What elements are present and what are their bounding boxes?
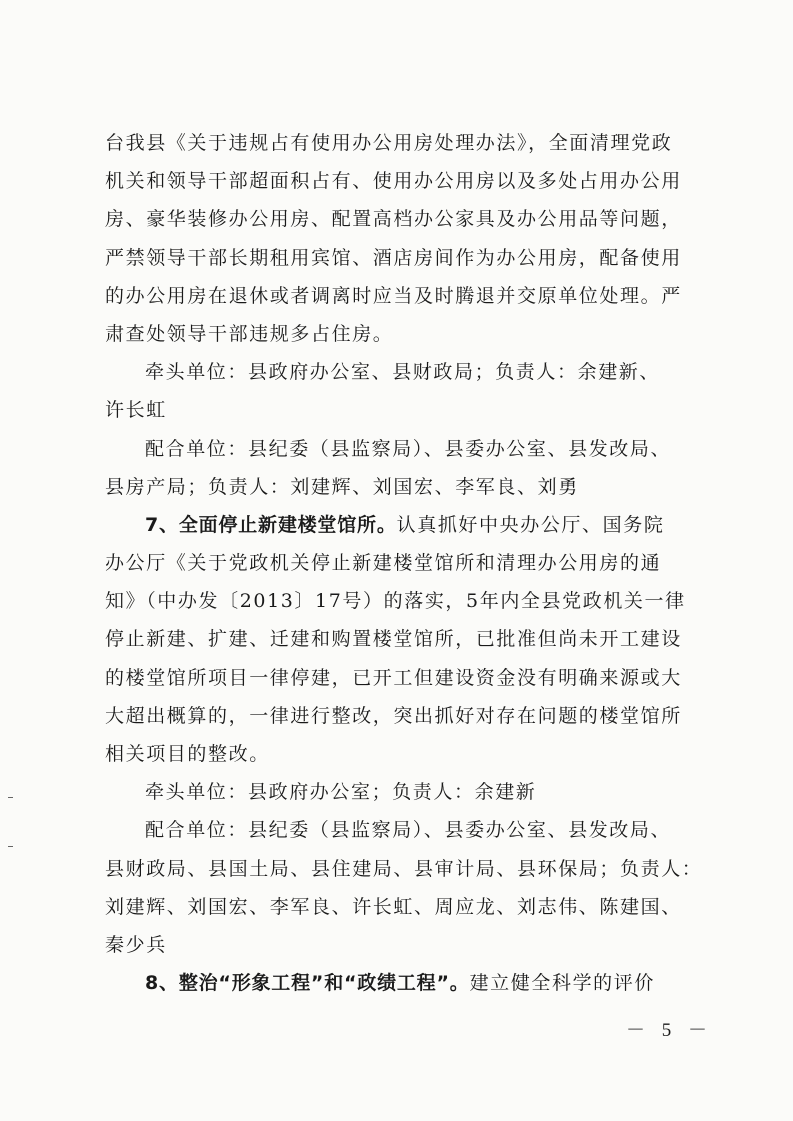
document-body — [105, 124, 703, 1002]
page-number: － 5 － — [626, 1020, 714, 1041]
support-unit-line: 配合单位：县纪委（县监察局）、县委办公室、县发改局、 — [145, 437, 672, 460]
text-line: 知》（中办发〔2013〕17号）的落实，5年内全县党政机关一律 — [105, 590, 686, 613]
text-line: 县财政局、县国土局、县住建局、县审计局、县环保局；负责人： — [105, 857, 703, 880]
text-line: 相关项目的整改。 — [105, 743, 270, 765]
text-line: 的楼堂馆所项目一律停建，已开工但建设资金没有明确来源或大 — [105, 666, 682, 689]
text-line: 的办公用房在退休或者调离时应当及时腾退并交原单位处理。严 — [105, 284, 682, 307]
section-7-heading: 7、全面停止新建楼堂馆所。 — [145, 513, 397, 536]
text-line: 台我县《关于违规占有使用办公用房处理办法》，全面清理党政 — [105, 132, 673, 154]
text-line: 房、豪华装修办公用房、配置高档办公家具及办公用品等问题， — [105, 208, 682, 231]
section-7-text: 认真抓好中央办公厅、国务院 — [396, 513, 665, 536]
support-unit-line: 配合单位：县纪委（县监察局）、县委办公室、县发改局、 — [145, 819, 672, 842]
text-line: 机关和领导干部超面积占有、使用办公用房以及多处占用办公用 — [105, 170, 682, 193]
text-line: 刘建辉、刘国宏、李军良、许长虹、周应龙、刘志伟、陈建国、 — [105, 895, 682, 918]
binding-mark — [8, 797, 13, 798]
lead-unit-line: 牵头单位：县政府办公室、县财政局；负责人：余建新、 — [145, 361, 661, 384]
section-8-heading: 8、整治“形象工程”和“政绩工程”。 — [145, 972, 470, 995]
section-8-line — [105, 964, 685, 1002]
section-7-line — [105, 506, 685, 544]
text-line: 肃查处领导干部违规多占住房。 — [105, 322, 394, 345]
text-line: 秦少兵 — [105, 933, 167, 956]
text-line: 许长虹 — [105, 399, 167, 422]
lead-unit-line: 牵头单位：县政府办公室；负责人：余建新 — [145, 781, 537, 804]
text-line: 严禁领导干部长期租用宾馆、酒店房间作为办公用房，配备使用 — [105, 246, 682, 269]
text-line: 停止新建、扩建、迁建和购置楼堂馆所，已批准但尚未开工建设 — [105, 628, 682, 651]
text-line: 大超出概算的，一律进行整改，突出抓好对存在问题的楼堂馆所 — [105, 704, 682, 727]
binding-mark — [8, 846, 13, 847]
text-line: 办公厅《关于党政机关停止新建楼堂馆所和清理办公用房的通 — [105, 552, 662, 575]
text-line: 县房产局；负责人：刘建辉、刘国宏、李军良、刘勇 — [105, 475, 579, 498]
section-8-text: 建立健全科学的评价 — [469, 972, 655, 995]
